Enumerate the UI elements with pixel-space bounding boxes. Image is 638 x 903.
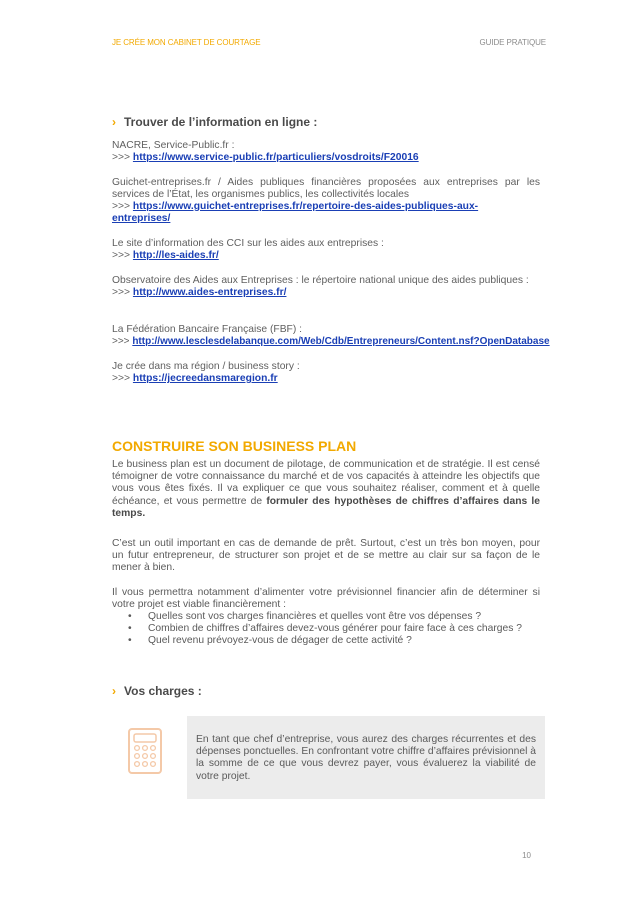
bullet-icon: • xyxy=(128,623,132,635)
resource-link[interactable]: https://jecreedansmaregion.fr xyxy=(132,373,278,384)
resource-link[interactable]: https://www.guichet-entreprises.fr/repertoire-des-aides-publiques-aux- xyxy=(132,201,479,212)
chevron-right-icon: › xyxy=(112,684,116,698)
resource-description: Observatoire des Aides aux Entreprises : le répertoire national unique des aides publiques : xyxy=(112,275,529,286)
document-header-label: GUIDE PRATIQUE xyxy=(479,38,546,47)
link-prefix: >>> xyxy=(112,287,131,298)
paragraph-forecast: Il vous permettra notamment d’alimenter votre prévisionnel financier afin de déterminer si votre projet est viable financièrement : xyxy=(112,587,540,611)
resource-link-continued[interactable]: entreprises/ xyxy=(112,213,171,224)
resource-item xyxy=(112,361,540,385)
bullet-list xyxy=(128,611,522,648)
callout-text: En tant que chef d’entreprise, vous aurez des charges récurrentes et des dépenses ponctuelles. En confrontant votre chiffre d’affaires prévisionnel à la somme de ce que vous devrez payer, vous évaluerez la viabilité de votre projet. xyxy=(196,734,536,782)
resource-description: Je crée dans ma région / business story : xyxy=(112,361,300,372)
resource-link[interactable]: http://www.lesclesdelabanque.com/Web/Cdb/Entrepreneurs/Content.nsf?OpenDatabase xyxy=(132,336,550,347)
resource-item xyxy=(112,238,540,262)
list-item xyxy=(128,623,522,635)
resource-link[interactable]: https://www.service-public.fr/particuliers/vosdroits/F20016 xyxy=(132,152,419,163)
resource-item xyxy=(112,324,550,348)
section-heading-charges xyxy=(112,684,202,698)
resource-item xyxy=(112,275,540,299)
link-prefix: >>> xyxy=(112,336,130,347)
page-number: 10 xyxy=(522,851,531,860)
bullet-icon: • xyxy=(128,611,132,622)
list-item xyxy=(128,635,522,647)
resource-description: Guichet-entreprises.fr / Aides publiques financières proposées aux entreprises par les services de l’État, les organismes publics, les collectivités locales xyxy=(112,177,540,200)
list-item-text: Quel revenu prévoyez-vous de dégager de cette activité ? xyxy=(148,635,412,647)
resource-description: La Fédération Bancaire Française (FBF) : xyxy=(112,324,302,335)
resource-description: Le site d’information des CCI sur les aides aux entreprises : xyxy=(112,238,384,249)
section-heading-online-info xyxy=(112,115,317,129)
resource-item xyxy=(112,177,540,225)
section-heading-business-plan: CONSTRUIRE SON BUSINESS PLAN xyxy=(112,438,357,454)
resource-link[interactable]: http://www.aides-entreprises.fr/ xyxy=(132,287,287,298)
paragraph-business-plan-intro xyxy=(112,459,540,520)
link-prefix: >>> xyxy=(112,250,131,261)
calculator-icon xyxy=(128,728,162,774)
resource-description: NACRE, Service-Public.fr : xyxy=(112,140,235,151)
section-heading-text: Trouver de l’information en ligne : xyxy=(124,115,318,129)
bullet-icon: • xyxy=(128,635,132,647)
resource-link[interactable]: http://les-aides.fr/ xyxy=(132,250,219,261)
document-header-title: JE CRÉE MON CABINET DE COURTAGE xyxy=(112,38,261,47)
list-item-text: Combien de chiffres d’affaires devez-vous générer pour faire face à ces charges ? xyxy=(148,623,522,635)
resource-item xyxy=(112,140,540,164)
paragraph-loan-tool: C’est un outil important en cas de demande de prêt. Surtout, c’est un très bon moyen, pour un futur entrepreneur, de structurer son projet et de se mettre au clair sur sa façon de le mener à bien. xyxy=(112,538,540,574)
list-item-text: Quelles sont vos charges financières et quelles vont être vos dépenses ? xyxy=(148,611,482,622)
chevron-right-icon: › xyxy=(112,115,116,129)
link-prefix: >>> xyxy=(112,201,131,212)
link-prefix: >>> xyxy=(112,373,131,384)
link-prefix: >>> xyxy=(112,152,131,163)
paragraph-text: Le business plan est un document de pilotage, de communication et de stratégie. Il est censé témoigner de votre connaissance du marché et de vos capacités à atteindre les objectifs que vous vous êtes fixés. Il va expliquer ce que vous souhaitez réaliser, comment et à quelle échéance, et vous permettre de xyxy=(112,459,540,507)
paragraph-emphasis: formuler des hypothèses de chiffres d’affaires dans le temps. xyxy=(112,495,540,519)
section-heading-text: Vos charges : xyxy=(124,684,202,698)
list-item xyxy=(128,611,522,623)
